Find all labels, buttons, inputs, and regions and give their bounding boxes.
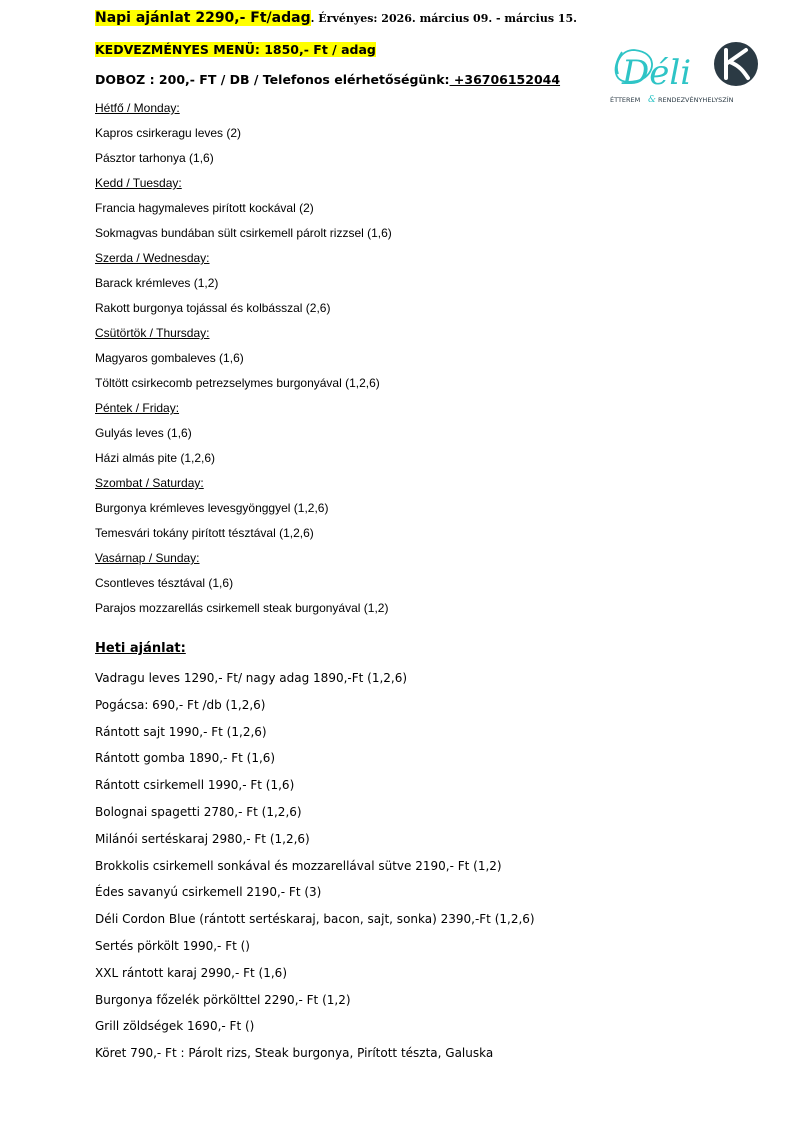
day-sunday (95, 548, 615, 623)
dish: Burgonya krémleves levesgyönggyel (1,2,6) (95, 501, 329, 515)
dish: Töltött csirkecomb petrezselymes burgonyával (1,2,6) (95, 376, 380, 390)
dish: Sokmagvas bundában sült csirkemell párolt rizzsel (1,6) (95, 226, 392, 240)
phone-number[interactable]: +36706152044 (449, 72, 561, 87)
weekly-item: Rántott gomba 1890,- Ft (1,6) (95, 751, 276, 766)
daily-offer-line (95, 10, 577, 26)
weekly-item: Grill zöldségek 1690,- Ft () (95, 1019, 255, 1034)
logo-subtitle-right: RENDEZVÉNYHELYSZÍN (658, 96, 734, 104)
box-phone-label: DOBOZ : 200,- FT / DB / Telefonos elérhetőségünk: (95, 72, 450, 87)
weekly-item: Bolognai spagetti 2780,- Ft (1,2,6) (95, 804, 302, 819)
weekly-item: Köret 790,- Ft : Párolt rizs, Steak burgonya, Pirított tészta, Galuska (95, 1046, 494, 1061)
day-saturday (95, 473, 615, 548)
day-label: Hétfő / Monday: (95, 101, 180, 115)
validity-dates: . Érvényes: 2026. március 09. - március 15. (310, 12, 577, 25)
discount-menu-price: KEDVEZMÉNYES MENÜ: 1850,- Ft / adag (95, 42, 376, 57)
logo-subtitle-left: ÉTTEREM (610, 96, 641, 104)
day-label: Kedd / Tuesday: (95, 176, 182, 190)
weekly-item: Milánói sertéskaraj 2980,- Ft (1,2,6) (95, 831, 310, 846)
day-label: Szombat / Saturday: (95, 476, 204, 490)
weekly-item: Rántott sajt 1990,- Ft (1,2,6) (95, 724, 267, 739)
dish: Házi almás pite (1,2,6) (95, 451, 216, 465)
weekly-item: Rántott csirkemell 1990,- Ft (1,6) (95, 778, 295, 793)
weekly-item: Pogácsa: 690,- Ft /db (1,2,6) (95, 697, 266, 712)
dish: Magyaros gombaleves (1,6) (95, 351, 244, 365)
day-friday (95, 398, 615, 473)
day-label: Csütörtök / Thursday: (95, 326, 210, 340)
weekly-offer (95, 638, 695, 1068)
weekly-item: Édes savanyú csirkemell 2190,- Ft (3) (95, 885, 322, 900)
day-label: Vasárnap / Sunday: (95, 551, 200, 565)
daily-offer-price: Napi ajánlat 2290,- Ft/adag (95, 10, 311, 26)
weekly-item: Sertés pörkölt 1990,- Ft () (95, 938, 250, 953)
weekly-item: Brokkolis csirkemell sonkával és mozzarellával sütve 2190,- Ft (1,2) (95, 858, 502, 873)
dish: Parajos mozzarellás csirkemell steak burgonyával (1,2) (95, 601, 389, 615)
dish: Barack krémleves (1,2) (95, 276, 219, 290)
weekly-item: Vadragu leves 1290,- Ft/ nagy adag 1890,-Ft (1,2,6) (95, 671, 408, 685)
weekly-item: XXL rántott karaj 2990,- Ft (1,6) (95, 965, 287, 980)
day-label: Szerda / Wednesday: (95, 251, 210, 265)
weekly-item: Burgonya főzelék pörkölttel 2290,- Ft (1,2) (95, 992, 351, 1007)
box-phone-line (95, 72, 560, 87)
discount-menu-line (95, 42, 376, 57)
dish: Pásztor tarhonya (1,6) (95, 151, 214, 165)
ampersand-icon: & (648, 95, 657, 105)
day-tuesday (95, 173, 615, 248)
dish: Rakott burgonya tojással és kolbásszal (2,6) (95, 301, 331, 315)
logo-graphic (600, 22, 768, 114)
day-thursday (95, 323, 615, 398)
dish: Csontleves tésztával (1,6) (95, 576, 234, 590)
day-label: Péntek / Friday: (95, 401, 180, 415)
dish: Francia hagymaleves pirított kockával (2) (95, 201, 314, 215)
restaurant-logo (600, 22, 768, 114)
daily-menu (95, 98, 615, 623)
logo-brand-text: Déli (622, 53, 692, 93)
weekly-item: Déli Cordon Blue (rántott sertéskaraj, bacon, sajt, sonka) 2390,-Ft (1,2,6) (95, 912, 535, 927)
day-wednesday (95, 248, 615, 323)
dish: Temesvári tokány pirított tésztával (1,2,6) (95, 526, 314, 540)
weekly-offer-title: Heti ajánlat: (95, 641, 186, 656)
dish: Kapros csirkeragu leves (2) (95, 126, 242, 140)
day-monday (95, 98, 615, 173)
dish: Gulyás leves (1,6) (95, 426, 192, 440)
